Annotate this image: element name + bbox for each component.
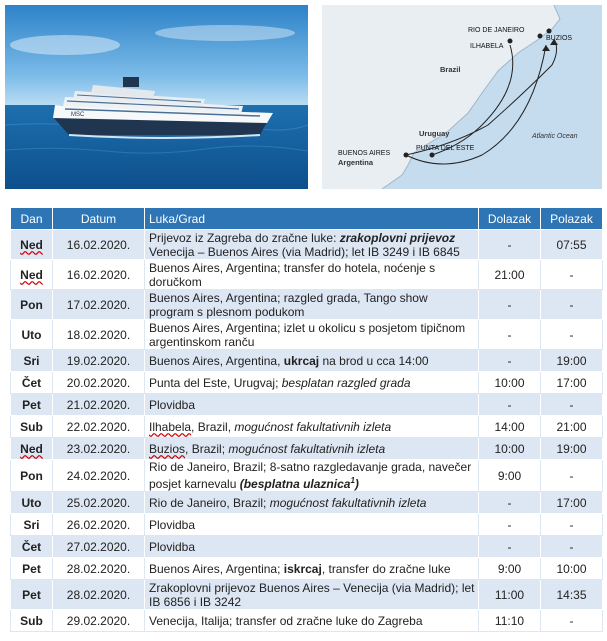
table-row: [11, 492, 603, 514]
cell-dan: [11, 320, 53, 350]
day-name: Ned: [20, 441, 43, 456]
luka-text-segment: Buenos Aires, Argentina; razgled grada, Tango show program s plesnom podukom: [149, 290, 428, 319]
header-luka: Luka/Grad: [145, 208, 479, 230]
day-name: Sri: [23, 517, 40, 532]
cell-datum: 16.02.2020.: [53, 260, 145, 290]
day-name: Ned: [20, 237, 43, 252]
cell-luka: [145, 610, 479, 632]
table-row: [11, 536, 603, 558]
luka-text-segment: zrakoplovni prijevoz: [339, 230, 456, 245]
day-name: Sub: [20, 613, 43, 628]
cell-polazak: 07:55: [541, 230, 603, 260]
luka-text-segment: Buenos Aires, Argentina,: [149, 353, 284, 368]
cell-luka: [145, 320, 479, 350]
cell-polazak: 19:00: [541, 350, 603, 372]
cell-datum: 23.02.2020.: [53, 438, 145, 460]
cell-polazak: -: [541, 610, 603, 632]
header-dolazak: Dolazak: [479, 208, 541, 230]
day-name: Pet: [22, 587, 41, 602]
itinerary-body: [11, 230, 603, 632]
luka-text-segment: Venecija – Buenos Aires (via Madrid); let IB 3249 i IB 6845: [149, 244, 460, 259]
cell-luka: [145, 460, 479, 492]
table-row: [11, 558, 603, 580]
table-row: [11, 230, 603, 260]
cell-dolazak: -: [479, 320, 541, 350]
cell-dolazak: -: [479, 290, 541, 320]
cell-polazak: 17:00: [541, 492, 603, 514]
cell-luka: [145, 580, 479, 610]
luka-text-segment: Ilhabela, Brazil,: [149, 419, 235, 434]
cell-luka: [145, 416, 479, 438]
map-label-buzios: BUZIOS: [546, 35, 573, 42]
day-name: Uto: [21, 495, 42, 510]
cell-polazak: -: [541, 290, 603, 320]
cell-luka: [145, 372, 479, 394]
day-name: Ned: [20, 267, 43, 282]
cell-datum: 21.02.2020.: [53, 394, 145, 416]
cell-luka: [145, 492, 479, 514]
luka-text-segment: Buenos Aires, Argentina; izlet u okolicu s posjetom tipičnom argentinskom ranču: [149, 320, 466, 349]
cell-datum: 28.02.2020.: [53, 558, 145, 580]
svg-text:MSC: MSC: [71, 112, 85, 118]
cell-dan: [11, 558, 53, 580]
cell-dan: [11, 230, 53, 260]
cruise-ship-image: [5, 5, 308, 189]
map-label-ocean: Atlantic Ocean: [532, 133, 578, 140]
table-row: [11, 438, 603, 460]
header-dan: Dan: [11, 208, 53, 230]
day-name: Pon: [20, 468, 43, 483]
cell-datum: 22.02.2020.: [53, 416, 145, 438]
header-polazak: Polazak: [541, 208, 603, 230]
luka-text-segment: mogućnost fakultativnih izleta: [234, 419, 392, 434]
cell-luka: [145, 536, 479, 558]
cell-polazak: -: [541, 514, 603, 536]
cell-dolazak: 11:00: [479, 580, 541, 610]
day-name: Pet: [22, 561, 41, 576]
cell-dolazak: 9:00: [479, 558, 541, 580]
cell-luka: [145, 260, 479, 290]
cell-luka: [145, 230, 479, 260]
day-name: Pet: [22, 397, 41, 412]
table-row: [11, 416, 603, 438]
cell-dan: [11, 610, 53, 632]
map-label-buenos-aires: BUENOS AIRES: [338, 150, 391, 157]
cell-datum: 26.02.2020.: [53, 514, 145, 536]
cell-polazak: -: [541, 260, 603, 290]
luka-text-segment: 1: [350, 476, 355, 485]
cell-datum: 19.02.2020.: [53, 350, 145, 372]
luka-text-segment: ukrcaj: [283, 353, 320, 368]
cell-dan: [11, 536, 53, 558]
cell-luka: [145, 514, 479, 536]
cell-luka: [145, 290, 479, 320]
table-row: [11, 610, 603, 632]
table-row: [11, 290, 603, 320]
luka-text-segment: ): [354, 477, 359, 491]
luka-text-segment: Rio de Janeiro, Brazil;: [149, 495, 270, 510]
map-label-rio: RIO DE JANEIRO: [468, 27, 525, 34]
table-header-row: [11, 208, 603, 230]
day-name: Uto: [21, 327, 42, 342]
map-label-brazil: Brazil: [440, 65, 461, 74]
table-row: [11, 514, 603, 536]
day-name: Čet: [21, 539, 42, 554]
cell-polazak: -: [541, 536, 603, 558]
map-label-punta: PUNTA DEL ESTE: [416, 145, 475, 152]
cell-dolazak: 14:00: [479, 416, 541, 438]
cell-dan: [11, 460, 53, 492]
cell-luka: [145, 350, 479, 372]
table-row: [11, 394, 603, 416]
cell-dolazak: -: [479, 350, 541, 372]
cell-datum: 27.02.2020.: [53, 536, 145, 558]
cell-dan: [11, 580, 53, 610]
cruise-ship-photo: [5, 5, 308, 189]
cell-datum: 20.02.2020.: [53, 372, 145, 394]
cell-dolazak: 21:00: [479, 260, 541, 290]
cell-dan: [11, 416, 53, 438]
cell-datum: 29.02.2020.: [53, 610, 145, 632]
day-name: Čet: [21, 375, 42, 390]
cell-luka: [145, 438, 479, 460]
table-row: [11, 372, 603, 394]
luka-text-segment: Buzios, Brazil;: [149, 441, 229, 456]
luka-text-segment: Venecija, Italija; transfer od zračne luke do Zagreba: [149, 613, 423, 628]
luka-text-segment: iskrcaj: [283, 561, 322, 576]
luka-text-segment: Plovidba: [149, 397, 196, 412]
cell-datum: 24.02.2020.: [53, 460, 145, 492]
header-datum: Datum: [53, 208, 145, 230]
luka-text-segment: besplatan razgled grada: [281, 375, 411, 390]
table-row: [11, 460, 603, 492]
luka-text-segment: na brod u cca 14:00: [319, 353, 429, 368]
cell-polazak: 14:35: [541, 580, 603, 610]
cell-polazak: -: [541, 320, 603, 350]
luka-text-segment: (besplatna ulaznica: [239, 477, 351, 491]
cell-dolazak: -: [479, 394, 541, 416]
cell-dolazak: -: [479, 536, 541, 558]
cell-polazak: -: [541, 394, 603, 416]
table-row: [11, 580, 603, 610]
cell-dan: [11, 350, 53, 372]
cell-dolazak: -: [479, 514, 541, 536]
cell-dolazak: -: [479, 230, 541, 260]
cell-dan: [11, 260, 53, 290]
cell-luka: [145, 558, 479, 580]
route-map: [322, 5, 602, 189]
day-name: Sri: [23, 353, 40, 368]
map-label-uruguay: Uruguay: [419, 129, 450, 138]
cell-dan: [11, 438, 53, 460]
cell-dan: [11, 394, 53, 416]
cell-dolazak: 10:00: [479, 438, 541, 460]
cell-polazak: -: [541, 460, 603, 492]
cell-luka: [145, 394, 479, 416]
cell-dolazak: 9:00: [479, 460, 541, 492]
luka-text-segment: Zrakoplovni prijevoz Buenos Aires – Venecija (via Madrid); let IB 6856 i IB 3242: [149, 580, 475, 609]
cell-dolazak: 10:00: [479, 372, 541, 394]
table-row: [11, 260, 603, 290]
route-map-graphic: [322, 5, 602, 189]
luka-text-segment: Buenos Aires, Argentina; transfer do hotela, noćenje s doručkom: [149, 260, 436, 289]
cell-datum: 17.02.2020.: [53, 290, 145, 320]
map-label-ilhabela: ILHABELA: [470, 43, 504, 50]
cell-dan: [11, 372, 53, 394]
luka-text-segment: Plovidba: [149, 517, 196, 532]
cell-polazak: 10:00: [541, 558, 603, 580]
cell-polazak: 19:00: [541, 438, 603, 460]
cell-dan: [11, 514, 53, 536]
cell-datum: 18.02.2020.: [53, 320, 145, 350]
itinerary-table: [10, 207, 603, 632]
table-row: [11, 350, 603, 372]
luka-text-segment: , transfer do zračne luke: [321, 561, 451, 576]
luka-text-segment: mogućnost fakultativnih izleta: [228, 441, 386, 456]
cell-datum: 25.02.2020.: [53, 492, 145, 514]
luka-text-segment: Rio de Janeiro, Brazil; 8-satno razgledavanje grada, navečer posjet karnevalu: [149, 460, 472, 491]
luka-text-segment: Punta del Este, Urugvaj;: [149, 375, 282, 390]
cell-datum: 16.02.2020.: [53, 230, 145, 260]
cell-polazak: 21:00: [541, 416, 603, 438]
map-label-argentina: Argentina: [338, 158, 374, 167]
cell-dan: [11, 492, 53, 514]
cell-dolazak: -: [479, 492, 541, 514]
day-name: Pon: [20, 297, 43, 312]
cell-dolazak: 11:10: [479, 610, 541, 632]
day-name: Sub: [20, 419, 43, 434]
cell-dan: [11, 290, 53, 320]
luka-text-segment: Buenos Aires, Argentina;: [149, 561, 284, 576]
table-row: [11, 320, 603, 350]
cell-datum: 28.02.2020.: [53, 580, 145, 610]
cell-polazak: 17:00: [541, 372, 603, 394]
luka-text-segment: mogućnost fakultativnih izleta: [269, 495, 427, 510]
luka-text-segment: Prijevoz iz Zagreba do zračne luke:: [149, 230, 340, 245]
luka-text-segment: Plovidba: [149, 539, 196, 554]
